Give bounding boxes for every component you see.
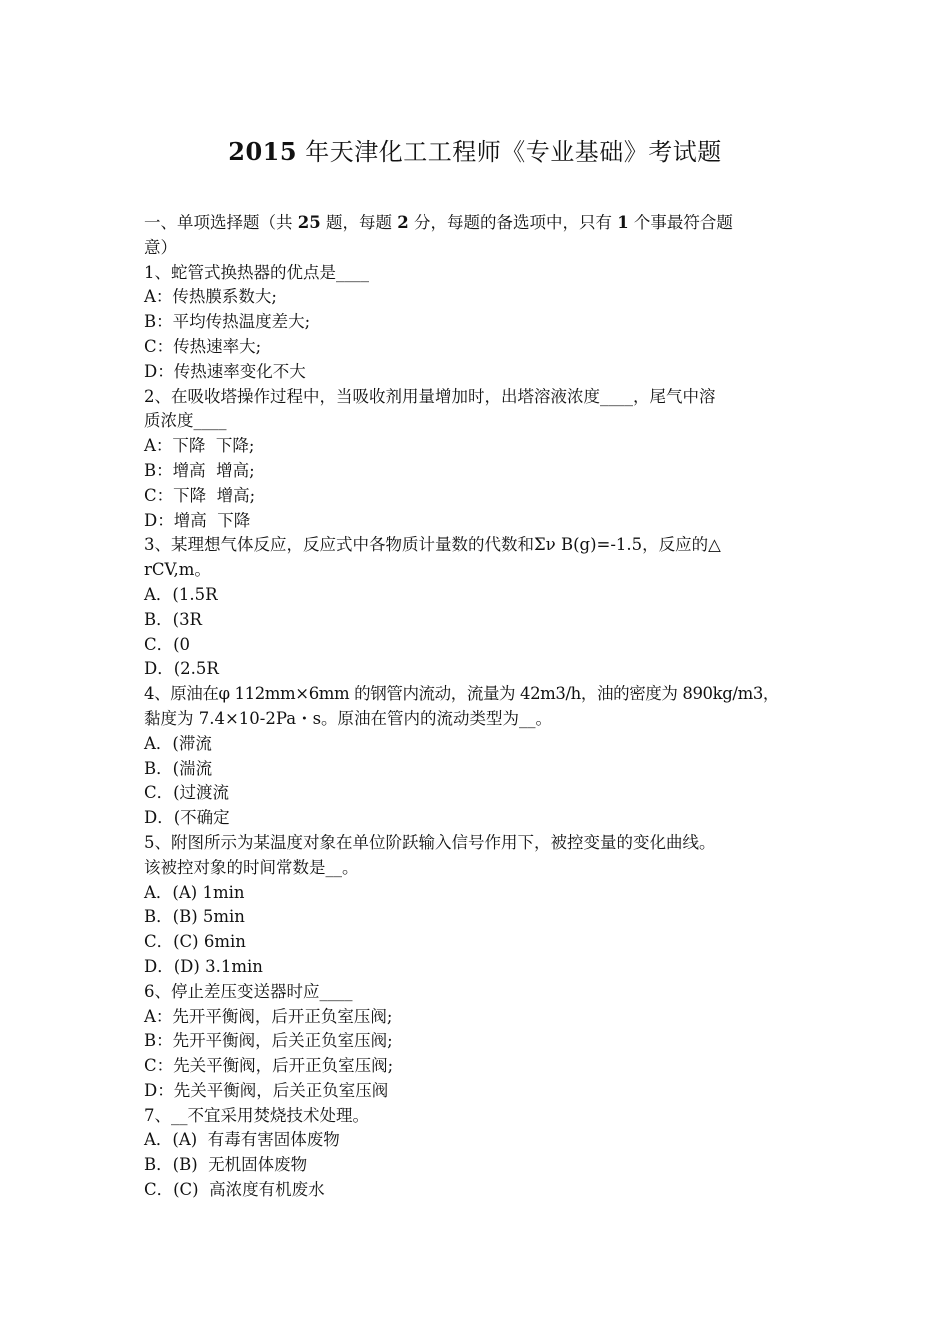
- option-b: B．(B) 5min: [144, 907, 245, 927]
- option-c: C：传热速率大;: [144, 336, 262, 356]
- question-3: [144, 533, 809, 682]
- question-6: [144, 980, 809, 1104]
- option-b: B：平均传热温度差大;: [144, 312, 311, 332]
- page-title: [0, 132, 950, 167]
- option-b: B．(B) 无机固体废物: [144, 1155, 308, 1175]
- option-b: B．(3R: [144, 609, 202, 629]
- question-stem: 5、附图所示为某温度对象在单位阶跃输入信号作用下，被控变量的变化曲线。: [144, 832, 716, 852]
- option-b: B．(湍流: [144, 758, 213, 778]
- question-stem: 7、__不宜采用焚烧技术处理。: [144, 1105, 369, 1125]
- option-d: D．(不确定: [144, 808, 230, 828]
- option-b: B：增高 增高;: [144, 460, 255, 480]
- section-text: 个事最符合题: [628, 213, 733, 232]
- option-b: B：先开平衡阀，后关正负室压阀;: [144, 1031, 393, 1051]
- question-stem: 6、停止差压变送器时应____: [144, 981, 353, 1001]
- question-7: [144, 1104, 809, 1203]
- option-a: A．(滞流: [144, 733, 212, 753]
- question-stem-cont: 该被控对象的时间常数是__。: [144, 857, 359, 877]
- title-text: 年天津化工工程师《专业基础》考试题: [297, 138, 722, 166]
- question-4: [144, 682, 809, 831]
- question-stem: 4、原油在φ 112mm×6mm 的钢管内流动，流量为 42m3/h，油的密度为 890kg/m3，: [144, 684, 780, 704]
- question-1: [144, 261, 809, 385]
- option-d: D：先关平衡阀，后关正负室压阀: [144, 1080, 389, 1100]
- option-c: C．(C) 6min: [144, 932, 246, 952]
- option-c: C．(0: [144, 634, 191, 654]
- question-stem-cont: 黏度为 7.4×10-2Pa・s。原油在管内的流动类型为__。: [144, 708, 553, 728]
- section-text: 分，每题的备选项中，只有: [408, 213, 618, 232]
- section-heading-cont: 意）: [144, 237, 177, 257]
- option-c: C．(C) 高浓度有机废水: [144, 1180, 325, 1200]
- option-a: A：传热膜系数大;: [144, 287, 277, 307]
- question-stem-cont: 质浓度____: [144, 411, 227, 431]
- question-2: [144, 385, 809, 534]
- exam-content: [144, 211, 809, 1203]
- section-answer-count: 1: [617, 213, 629, 232]
- question-stem-cont: rCV,m。: [144, 560, 211, 580]
- question-stem: 1、蛇管式换热器的优点是____: [144, 262, 369, 282]
- option-a: A．(A) 1min: [144, 882, 245, 902]
- option-a: A．(A) 有毒有害固体废物: [144, 1130, 340, 1150]
- option-d: D：增高 下降: [144, 510, 251, 530]
- section-count: 25: [297, 213, 321, 232]
- question-stem: 2、在吸收塔操作过程中，当吸收剂用量增加时，出塔溶液浓度____，尾气中溶: [144, 386, 716, 406]
- option-c: C：下降 增高;: [144, 485, 256, 505]
- question-5: [144, 831, 809, 980]
- option-c: C．(过渡流: [144, 783, 230, 803]
- section-text: 题，每题: [320, 213, 398, 232]
- option-a: A：先开平衡阀，后开正负室压阀;: [144, 1006, 393, 1026]
- option-d: D：传热速率变化不大: [144, 361, 306, 381]
- question-stem: 3、某理想气体反应，反应式中各物质计量数的代数和Σν B(g)=-1.5，反应的△: [144, 535, 721, 555]
- option-a: A：下降 下降;: [144, 436, 255, 456]
- section-heading: [144, 211, 809, 236]
- title-year: 2015: [228, 137, 298, 166]
- section-score: 2: [397, 213, 409, 232]
- option-a: A．(1.5R: [144, 584, 218, 604]
- option-d: D．(2.5R: [144, 659, 219, 679]
- option-c: C：先关平衡阀，后开正负室压阀;: [144, 1056, 394, 1076]
- option-d: D．(D) 3.1min: [144, 956, 263, 976]
- section-text: 一、单项选择题（共: [144, 213, 298, 232]
